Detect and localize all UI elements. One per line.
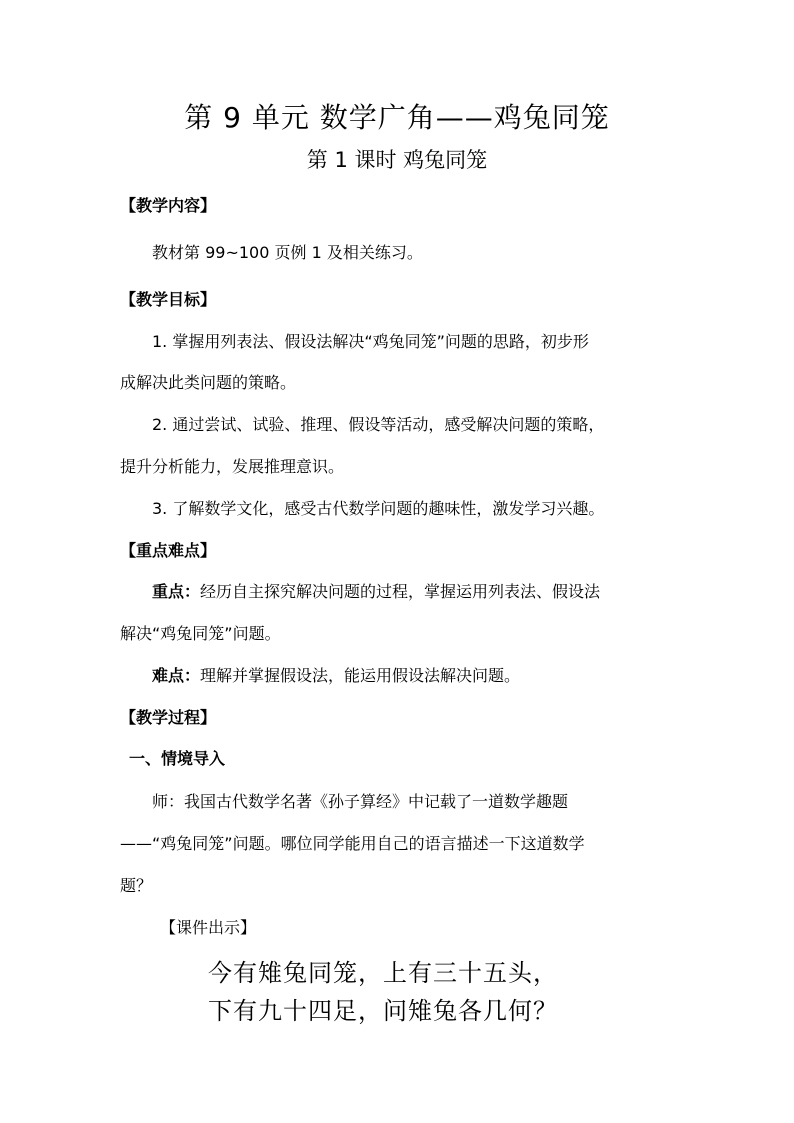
key-point-line-2: 解决“鸡兔同笼”问题。 [120,624,281,643]
difficult-point-text: 理解并掌握假设法，能运用假设法解决问题。 [200,666,521,685]
lesson-title: 第 1 课时 鸡兔同笼 [306,148,488,172]
key-point-text: 经历自主探究解决问题的过程，掌握运用列表法、假设法 [200,582,601,601]
section-heading-key-points: 【重点难点】 [120,541,217,560]
teacher-line-2: ——“鸡兔同笼”问题。哪位同学能用自己的语言描述一下这道数学 [120,834,585,853]
courseware-label: 【课件出示】 [160,918,257,937]
difficult-point-label: 难点： [152,666,201,685]
key-point-label: 重点： [152,582,201,601]
objective-3: 3. 了解数学文化，感受古代数学问题的趣味性，激发学习兴趣。 [152,499,605,518]
difficult-point [152,664,520,688]
content-text: 教材第 99~100 页例 1 及相关练习。 [152,243,423,262]
objective-1-line-1: 1. 掌握用列表法、假设法解决“鸡兔同笼”问题的思路，初步形 [152,332,589,351]
objective-2-line-2: 提升分析能力，发展推理意识。 [120,457,345,476]
poem-line-2: 下有九十四足，问雉兔各几何？ [208,997,558,1025]
section-heading-objectives: 【教学目标】 [120,290,217,309]
subsection-intro: 一、情境导入 [129,749,226,768]
teacher-line-1: 师：我国古代数学名著《孙子算经》中记载了一道数学趣题 [152,792,569,811]
objective-2-line-1: 2. 通过尝试、试验、推理、假设等活动，感受解决问题的策略， [152,415,605,434]
section-heading-process: 【教学过程】 [120,708,217,727]
key-point-line-1 [152,580,600,604]
poem-line-1: 今有雉兔同笼，上有三十五头， [208,959,558,987]
unit-title: 第 9 单元 数学广角——鸡兔同笼 [184,101,610,134]
objective-1-line-2: 成解决此类问题的策略。 [120,373,297,392]
teacher-line-3: 题？ [120,876,153,895]
section-heading-content: 【教学内容】 [120,196,217,215]
